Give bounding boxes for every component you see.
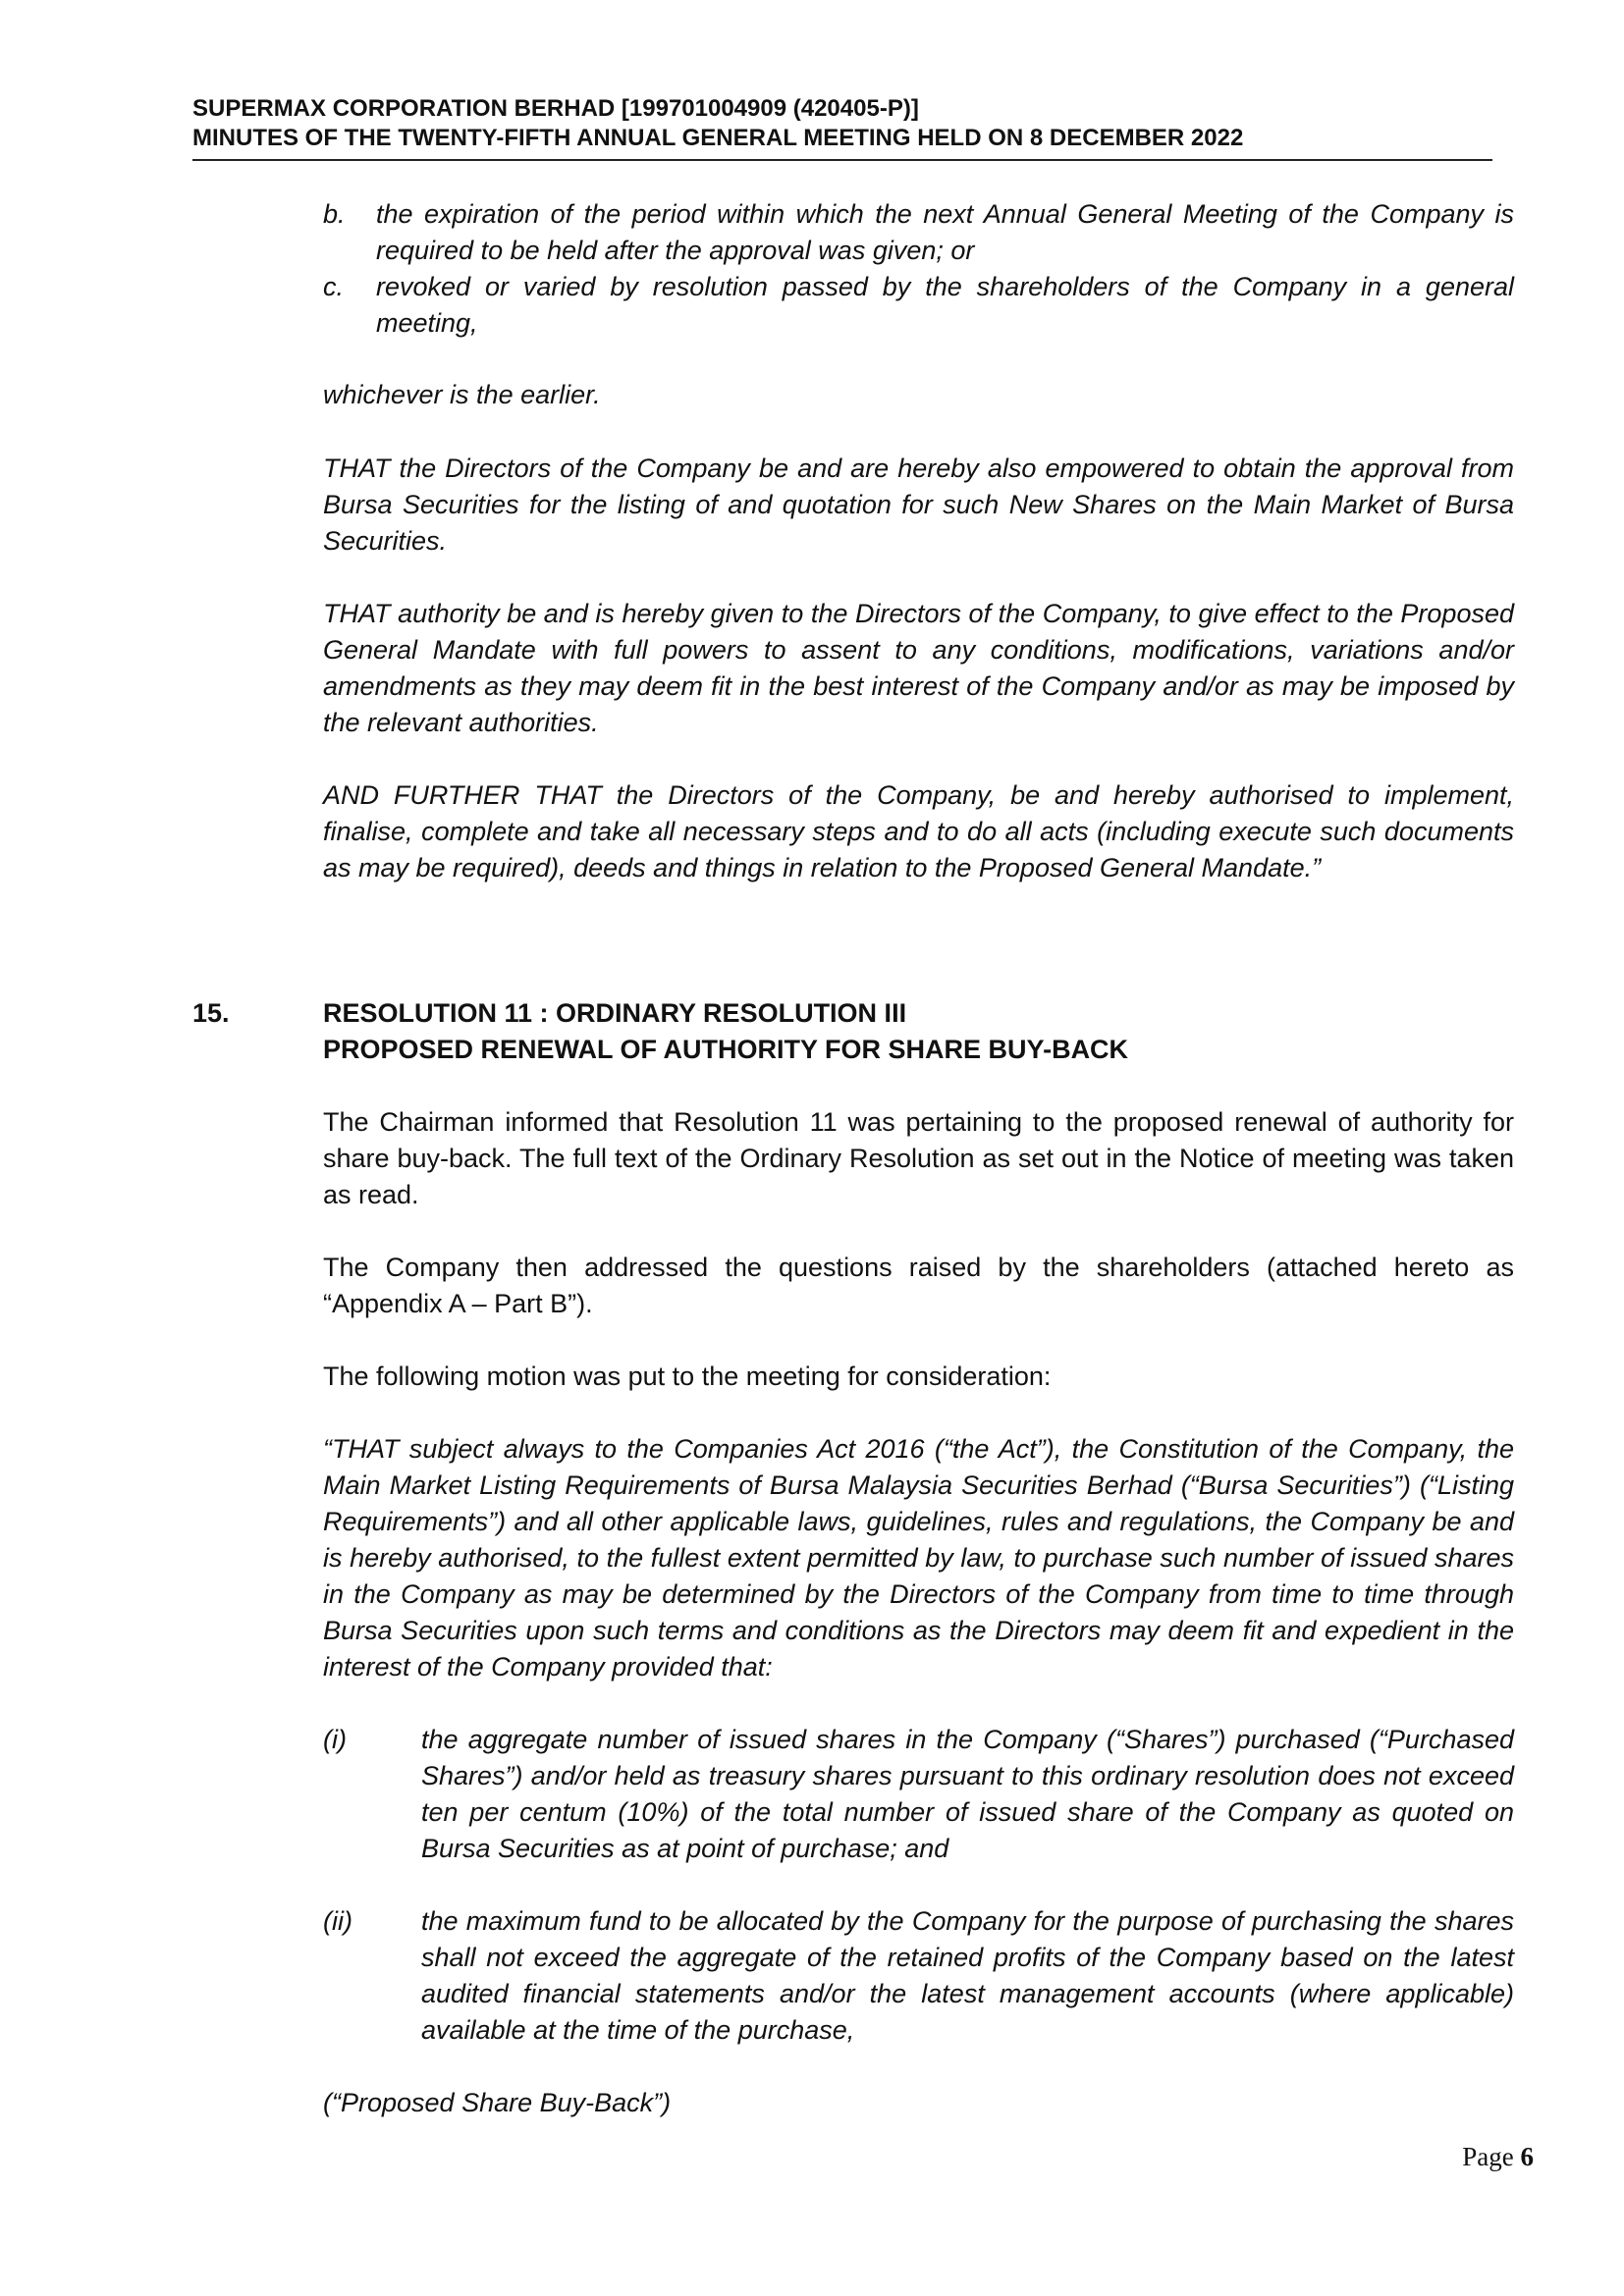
- header-company-line: SUPERMAX CORPORATION BERHAD [199701004909 (420405-P)]: [192, 95, 919, 122]
- company-questions-paragraph: The Company then addressed the questions raised by the shareholders (attached hereto as “Appendix A – Part B”).: [323, 1253, 1514, 1318]
- motion-paragraph: The following motion was put to the meeting for consideration:: [323, 1362, 1052, 1391]
- document-header: [192, 94, 1451, 153]
- page-number: 6: [1520, 2142, 1534, 2171]
- further-paragraph: AND FURTHER THAT the Directors of the Company, be and hereby authorised to implement, finalise, complete and take all necessary steps and to do all acts (including execute such documents as may be required), deeds and things in relation to the Proposed General Mandate.”: [323, 780, 1514, 882]
- resolution-that-paragraph: “THAT subject always to the Companies Act 2016 (“the Act”), the Constitution of the Company, the Main Market Listing Requirements of Bursa Malaysia Securities Berhad (“Bursa Securities”) (“Listing Requirements”) and all other applicable laws, guidelines, rules and regulations, the Company be and is hereby authorised, to the fullest extent permitted by law, to purchase such number of issued shares in the Company as may be determined by the Directors of the Company from time to time through Bursa Securities upon such terms and conditions as the Directors may deem fit and expedient in the interest of the Company provided that:: [323, 1434, 1514, 1682]
- proposed-share-buyback-label: (“Proposed Share Buy-Back”): [323, 2088, 672, 2117]
- item-i-text: the aggregate number of issued shares in the Company (“Shares”) purchased (“Purchased Shares”) and/or held as treasury shares pursuant to this ordinary resolution does not exceed ten per centum (10%) of the total number of issued share of the Company as quoted on Bursa Securities as at point of purchase; and: [421, 1725, 1514, 1863]
- item-b-label: b.: [323, 199, 346, 229]
- page-footer: [1406, 2140, 1534, 2173]
- item-ii-label: (ii): [323, 1906, 352, 1936]
- directors-listing-paragraph: THAT the Directors of the Company be and are hereby also empowered to obtain the approval from Bursa Securities for the listing of and quotation for such New Shares on the Main Market of Bursa Securities.: [323, 454, 1514, 556]
- item-c-text: revoked or varied by resolution passed by the shareholders of the Company in a general meeting,: [376, 272, 1514, 338]
- section-title-line1: RESOLUTION 11 : ORDINARY RESOLUTION III: [323, 998, 907, 1028]
- section-title: [323, 995, 1501, 1068]
- item-b-text: the expiration of the period within which the next Annual General Meeting of the Company is required to be held after the approval was given; or: [376, 199, 1514, 265]
- page-word: Page: [1462, 2142, 1514, 2171]
- authority-paragraph: THAT authority be and is hereby given to the Directors of the Company, to give effect to the Proposed General Mandate with full powers to assent to any conditions, modifications, variations and/or amendments as they may deem fit in the best interest of the Company and/or as may be imposed by the relevant authorities.: [323, 599, 1514, 737]
- section-title-line2: PROPOSED RENEWAL OF AUTHORITY FOR SHARE BUY-BACK: [323, 1035, 1129, 1064]
- header-minutes-line: MINUTES OF THE TWENTY-FIFTH ANNUAL GENERAL MEETING HELD ON 8 DECEMBER 2022: [192, 125, 1244, 151]
- item-ii-text: the maximum fund to be allocated by the Company for the purpose of purchasing the shares shall not exceed the aggregate of the retained profits of the Company based on the latest audited financial statements and/or the latest management accounts (where applicable) available at the time of the purchase,: [421, 1906, 1514, 2045]
- item-c-label: c.: [323, 272, 345, 301]
- item-i-label: (i): [323, 1725, 347, 1754]
- section-number: 15.: [192, 998, 230, 1028]
- header-rule: [192, 159, 1492, 161]
- chairman-paragraph: The Chairman informed that Resolution 11 was pertaining to the proposed renewal of authority for share buy-back. The full text of the Ordinary Resolution as set out in the Notice of meeting was taken as read.: [323, 1107, 1514, 1209]
- whichever-paragraph: whichever is the earlier.: [323, 380, 601, 409]
